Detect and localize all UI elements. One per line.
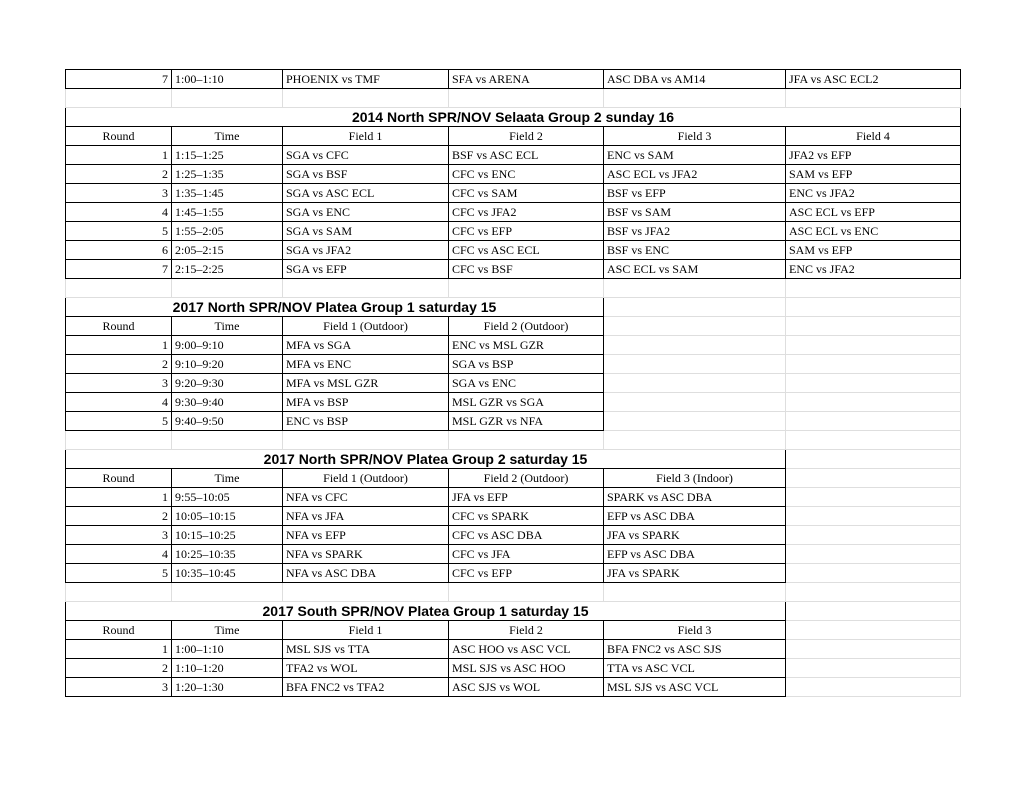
round-cell: 4: [66, 545, 172, 564]
column-header: Field 1 (Outdoor): [283, 469, 449, 488]
match-cell: JFA2 vs EFP: [786, 146, 961, 165]
empty-cell: [786, 659, 961, 678]
time-cell: 10:35–10:45: [172, 564, 283, 583]
match-cell: SGA vs SAM: [283, 222, 449, 241]
column-header: Field 1 (Outdoor): [283, 317, 449, 336]
column-header: Field 1: [283, 621, 449, 640]
match-cell: CFC vs JFA2: [449, 203, 604, 222]
round-cell: 3: [66, 184, 172, 203]
empty-cell: [604, 583, 786, 602]
empty-cell: [604, 317, 786, 336]
match-cell: MFA vs SGA: [283, 336, 449, 355]
column-header: Field 2: [449, 127, 604, 146]
empty-cell: [786, 602, 961, 621]
match-cell: ASC ECL vs EFP: [786, 203, 961, 222]
round-cell: 1: [66, 640, 172, 659]
match-row: [66, 241, 961, 260]
column-header: Time: [172, 127, 283, 146]
time-cell: 2:15–2:25: [172, 260, 283, 279]
match-cell: CFC vs JFA: [449, 545, 604, 564]
match-row: [66, 488, 961, 507]
empty-cell: [786, 317, 961, 336]
match-cell: CFC vs SAM: [449, 184, 604, 203]
round-cell: 3: [66, 374, 172, 393]
empty-cell: [283, 89, 449, 108]
match-cell: BSF vs EFP: [604, 184, 786, 203]
match-row: [66, 165, 961, 184]
empty-cell: [283, 583, 449, 602]
empty-cell: [786, 583, 961, 602]
column-header: Field 2 (Outdoor): [449, 317, 604, 336]
match-row: [66, 374, 961, 393]
round-cell: 2: [66, 165, 172, 184]
match-cell: JFA vs SPARK: [604, 564, 786, 583]
empty-cell: [604, 431, 786, 450]
match-cell: MSL GZR vs SGA: [449, 393, 604, 412]
match-cell: ENC vs JFA2: [786, 260, 961, 279]
round-cell: 7: [66, 70, 172, 89]
empty-cell: [604, 374, 786, 393]
spacer-row: [66, 583, 961, 602]
match-row: [66, 393, 961, 412]
round-cell: 4: [66, 203, 172, 222]
match-cell: NFA vs SPARK: [283, 545, 449, 564]
match-row: [66, 507, 961, 526]
match-cell: ASC HOO vs ASC VCL: [449, 640, 604, 659]
empty-cell: [786, 393, 961, 412]
time-cell: 9:20–9:30: [172, 374, 283, 393]
match-row: [66, 545, 961, 564]
match-cell: NFA vs CFC: [283, 488, 449, 507]
match-cell: JFA vs EFP: [449, 488, 604, 507]
empty-cell: [786, 298, 961, 317]
header-row: [66, 469, 961, 488]
empty-cell: [283, 431, 449, 450]
match-cell: ASC SJS vs WOL: [449, 678, 604, 697]
empty-cell: [786, 374, 961, 393]
section-title-row: [66, 298, 961, 317]
round-cell: 1: [66, 336, 172, 355]
match-cell: SAM vs EFP: [786, 165, 961, 184]
match-cell: BSF vs SAM: [604, 203, 786, 222]
round-cell: 3: [66, 526, 172, 545]
header-row: [66, 127, 961, 146]
empty-cell: [786, 450, 961, 469]
empty-cell: [449, 583, 604, 602]
time-cell: 1:00–1:10: [172, 70, 283, 89]
match-cell: ENC vs JFA2: [786, 184, 961, 203]
column-header: Time: [172, 317, 283, 336]
spacer-row: [66, 279, 961, 298]
match-row: [66, 678, 961, 697]
time-cell: 1:35–1:45: [172, 184, 283, 203]
column-header: Field 3: [604, 621, 786, 640]
empty-cell: [604, 355, 786, 374]
empty-cell: [604, 298, 786, 317]
match-cell: CFC vs ASC DBA: [449, 526, 604, 545]
match-cell: MSL SJS vs TTA: [283, 640, 449, 659]
match-cell: ENC vs MSL GZR: [449, 336, 604, 355]
match-cell: MSL SJS vs ASC VCL: [604, 678, 786, 697]
column-header: Round: [66, 621, 172, 640]
match-row: [66, 659, 961, 678]
empty-cell: [604, 393, 786, 412]
time-cell: 10:25–10:35: [172, 545, 283, 564]
match-cell: SPARK vs ASC DBA: [604, 488, 786, 507]
empty-cell: [786, 412, 961, 431]
section-title: 2014 North SPR/NOV Selaata Group 2 sunday 16: [66, 108, 961, 127]
match-cell: CFC vs ENC: [449, 165, 604, 184]
column-header: Round: [66, 317, 172, 336]
match-row: [66, 355, 961, 374]
round-cell: 5: [66, 222, 172, 241]
empty-cell: [172, 431, 283, 450]
spreadsheet: [65, 69, 960, 697]
column-header: Round: [66, 127, 172, 146]
time-cell: 1:45–1:55: [172, 203, 283, 222]
match-cell: MSL SJS vs ASC HOO: [449, 659, 604, 678]
empty-cell: [786, 336, 961, 355]
match-cell: PHOENIX vs TMF: [283, 70, 449, 89]
time-cell: 9:00–9:10: [172, 336, 283, 355]
match-cell: NFA vs EFP: [283, 526, 449, 545]
empty-cell: [66, 89, 172, 108]
match-cell: BFA FNC2 vs ASC SJS: [604, 640, 786, 659]
time-cell: 1:10–1:20: [172, 659, 283, 678]
time-cell: 10:15–10:25: [172, 526, 283, 545]
column-header: Field 1: [283, 127, 449, 146]
column-header: Field 3: [604, 127, 786, 146]
section-title-row: [66, 602, 961, 621]
match-row: [66, 260, 961, 279]
match-cell: JFA vs SPARK: [604, 526, 786, 545]
match-row: [66, 336, 961, 355]
empty-cell: [786, 678, 961, 697]
match-cell: EFP vs ASC DBA: [604, 545, 786, 564]
empty-cell: [66, 279, 172, 298]
time-cell: 1:00–1:10: [172, 640, 283, 659]
round-cell: 1: [66, 146, 172, 165]
match-cell: SGA vs CFC: [283, 146, 449, 165]
match-cell: ASC ECL vs SAM: [604, 260, 786, 279]
column-header: Field 4: [786, 127, 961, 146]
column-header: Field 2 (Outdoor): [449, 469, 604, 488]
match-cell: SGA vs ASC ECL: [283, 184, 449, 203]
empty-cell: [449, 279, 604, 298]
match-cell: CFC vs EFP: [449, 564, 604, 583]
match-cell: NFA vs JFA: [283, 507, 449, 526]
match-cell: SGA vs BSP: [449, 355, 604, 374]
match-cell: MFA vs MSL GZR: [283, 374, 449, 393]
round-cell: 1: [66, 488, 172, 507]
match-cell: ASC ECL vs JFA2: [604, 165, 786, 184]
time-cell: 9:40–9:50: [172, 412, 283, 431]
match-cell: JFA vs ASC ECL2: [786, 70, 961, 89]
match-cell: SAM vs EFP: [786, 241, 961, 260]
match-cell: ASC ECL vs ENC: [786, 222, 961, 241]
empty-cell: [604, 89, 786, 108]
match-cell: BSF vs JFA2: [604, 222, 786, 241]
round-cell: 3: [66, 678, 172, 697]
match-cell: SGA vs JFA2: [283, 241, 449, 260]
match-cell: MFA vs BSP: [283, 393, 449, 412]
empty-cell: [449, 431, 604, 450]
match-cell: ENC vs BSP: [283, 412, 449, 431]
round-cell: 5: [66, 564, 172, 583]
round-cell: 2: [66, 355, 172, 374]
empty-cell: [786, 507, 961, 526]
empty-cell: [786, 89, 961, 108]
empty-cell: [66, 431, 172, 450]
header-row: [66, 621, 961, 640]
section-title-row: [66, 108, 961, 127]
round-cell: 2: [66, 507, 172, 526]
match-row: [66, 70, 961, 89]
section-title-row: [66, 450, 961, 469]
empty-cell: [786, 640, 961, 659]
match-cell: SGA vs BSF: [283, 165, 449, 184]
column-header: Time: [172, 469, 283, 488]
column-header: Field 2: [449, 621, 604, 640]
match-cell: TFA2 vs WOL: [283, 659, 449, 678]
match-cell: NFA vs ASC DBA: [283, 564, 449, 583]
column-header: Round: [66, 469, 172, 488]
match-row: [66, 184, 961, 203]
match-cell: CFC vs EFP: [449, 222, 604, 241]
round-cell: 6: [66, 241, 172, 260]
empty-cell: [604, 336, 786, 355]
empty-cell: [604, 279, 786, 298]
empty-cell: [786, 279, 961, 298]
match-row: [66, 222, 961, 241]
empty-cell: [786, 431, 961, 450]
header-row: [66, 317, 961, 336]
empty-cell: [786, 545, 961, 564]
round-cell: 2: [66, 659, 172, 678]
match-cell: TTA vs ASC VCL: [604, 659, 786, 678]
empty-cell: [786, 621, 961, 640]
match-cell: SGA vs ENC: [283, 203, 449, 222]
empty-cell: [172, 279, 283, 298]
match-row: [66, 564, 961, 583]
match-row: [66, 412, 961, 431]
match-cell: SFA vs ARENA: [449, 70, 604, 89]
section-title: 2017 North SPR/NOV Platea Group 2 saturday 15: [66, 450, 786, 469]
column-header: Field 3 (Indoor): [604, 469, 786, 488]
time-cell: 9:30–9:40: [172, 393, 283, 412]
match-cell: MSL GZR vs NFA: [449, 412, 604, 431]
match-cell: BSF vs ENC: [604, 241, 786, 260]
round-cell: 5: [66, 412, 172, 431]
empty-cell: [604, 412, 786, 431]
match-cell: EFP vs ASC DBA: [604, 507, 786, 526]
schedule-table: [65, 69, 961, 697]
time-cell: 10:05–10:15: [172, 507, 283, 526]
match-cell: ENC vs SAM: [604, 146, 786, 165]
empty-cell: [786, 355, 961, 374]
match-row: [66, 526, 961, 545]
match-cell: CFC vs SPARK: [449, 507, 604, 526]
time-cell: 1:25–1:35: [172, 165, 283, 184]
empty-cell: [786, 526, 961, 545]
match-row: [66, 640, 961, 659]
match-cell: SGA vs EFP: [283, 260, 449, 279]
match-row: [66, 146, 961, 165]
match-cell: CFC vs BSF: [449, 260, 604, 279]
spacer-row: [66, 89, 961, 108]
match-cell: MFA vs ENC: [283, 355, 449, 374]
round-cell: 7: [66, 260, 172, 279]
time-cell: 9:55–10:05: [172, 488, 283, 507]
time-cell: 1:15–1:25: [172, 146, 283, 165]
empty-cell: [172, 583, 283, 602]
time-cell: 9:10–9:20: [172, 355, 283, 374]
empty-cell: [786, 564, 961, 583]
match-cell: ASC DBA vs AM14: [604, 70, 786, 89]
match-cell: BFA FNC2 vs TFA2: [283, 678, 449, 697]
section-title: 2017 North SPR/NOV Platea Group 1 saturday 15: [66, 298, 604, 317]
section-title: 2017 South SPR/NOV Platea Group 1 saturday 15: [66, 602, 786, 621]
empty-cell: [172, 89, 283, 108]
empty-cell: [66, 583, 172, 602]
empty-cell: [449, 89, 604, 108]
empty-cell: [786, 469, 961, 488]
time-cell: 1:55–2:05: [172, 222, 283, 241]
time-cell: 1:20–1:30: [172, 678, 283, 697]
time-cell: 2:05–2:15: [172, 241, 283, 260]
match-row: [66, 203, 961, 222]
empty-cell: [283, 279, 449, 298]
match-cell: CFC vs ASC ECL: [449, 241, 604, 260]
spacer-row: [66, 431, 961, 450]
match-cell: BSF vs ASC ECL: [449, 146, 604, 165]
empty-cell: [786, 488, 961, 507]
match-cell: SGA vs ENC: [449, 374, 604, 393]
round-cell: 4: [66, 393, 172, 412]
column-header: Time: [172, 621, 283, 640]
